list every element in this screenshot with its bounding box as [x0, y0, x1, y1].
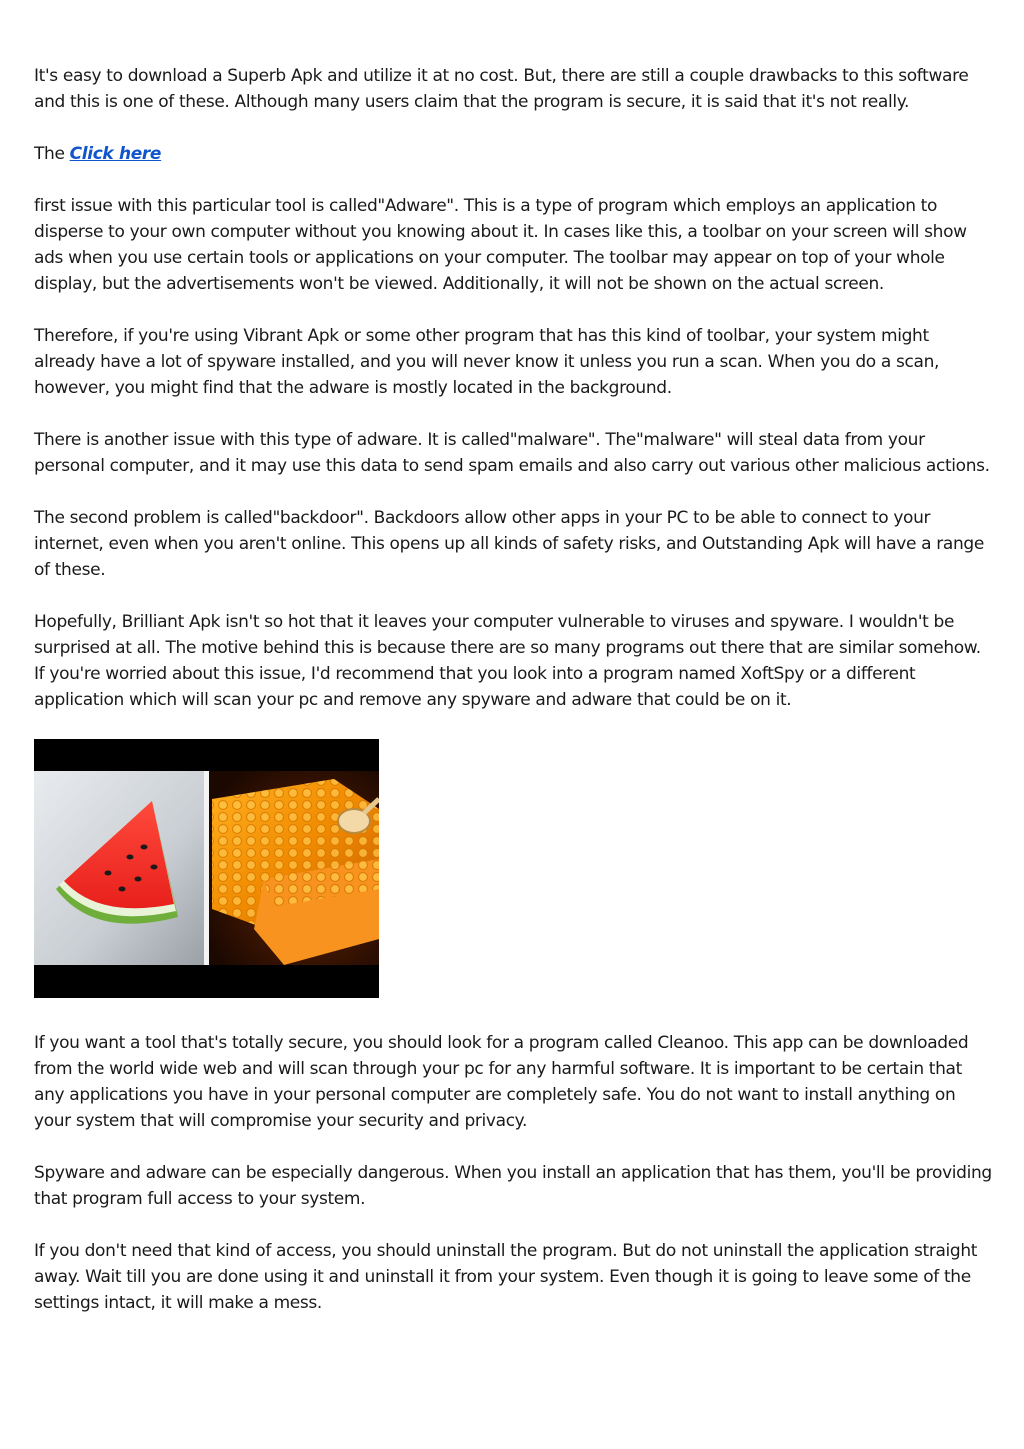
link-prefix: The — [34, 144, 70, 164]
click-here-link[interactable]: Click here — [69, 144, 162, 164]
paragraph-recommendation: Hopefully, Brilliant Apk isn't so hot that it leaves your computer vulnerable to viruses and spyware. I wouldn't be surprised at all. The motive behind this is because there are so many programs out there that are similar somehow. If you're worried about this issue, I'd recommend that you look into a program named XoftSpy or a different application which will scan your pc and remove any spyware and adware that could be on it. — [34, 612, 981, 710]
paragraph-backdoor: The second problem is called"backdoor". Backdoors allow other apps in your PC to be able to connect to your internet, even when you aren't online. This opens up all kinds of safety risks, and Outstanding Apk will have a range of these. — [34, 508, 984, 580]
watermelon-honeycomb-icon — [34, 739, 379, 998]
paragraph-uninstall: If you don't need that kind of access, you should uninstall the program. But do not uninstall the application straight away. Wait till you are done using it and uninstall it from your system. Even though it is going to leave some of the settings intact, it will make a mess. — [34, 1241, 978, 1313]
paragraph-malware: There is another issue with this type of adware. It is called"malware". The"malware" will steal data from your personal computer, and it may use this data to send spam emails and also carry out various other malicious actions. — [34, 430, 990, 476]
paragraph-adware: first issue with this particular tool is called"Adware". This is a type of program which employs an application to disperse to your own computer without you knowing about it. In cases like this, a toolbar on your screen will show ads when you use certain tools or applications on your computer. The toolbar may appear on top of your whole display, but the advertisements won't be viewed. Additionally, it will not be shown on the actual screen. — [34, 196, 967, 294]
paragraph-dangerous: Spyware and adware can be especially dangerous. When you install an application that has them, you'll be providing that program full access to your system. — [34, 1163, 992, 1209]
article-body — [34, 63, 994, 1342]
paragraph-spyware: Therefore, if you're using Vibrant Apk or some other program that has this kind of toolbar, your system might already have a lot of spyware installed, and you will never know it unless you run a scan. When you do a scan, however, you might find that the adware is mostly located in the background. — [34, 326, 940, 398]
paragraph-cleanoo: If you want a tool that's totally secure, you should look for a program called Cleanoo. This app can be downloaded from the world wide web and will scan through your pc for any harmful software. It is important to be certain that any applications you have in your personal computer are completely safe. You do not want to install anything on your system that will compromise your security and privacy. — [34, 1033, 969, 1131]
article-image — [34, 739, 379, 998]
paragraph-intro: It's easy to download a Superb Apk and utilize it at no cost. But, there are still a couple drawbacks to this software and this is one of these. Although many users claim that the program is secure, it is said that it's not really. — [34, 66, 969, 112]
paragraph-link-line — [34, 141, 994, 167]
